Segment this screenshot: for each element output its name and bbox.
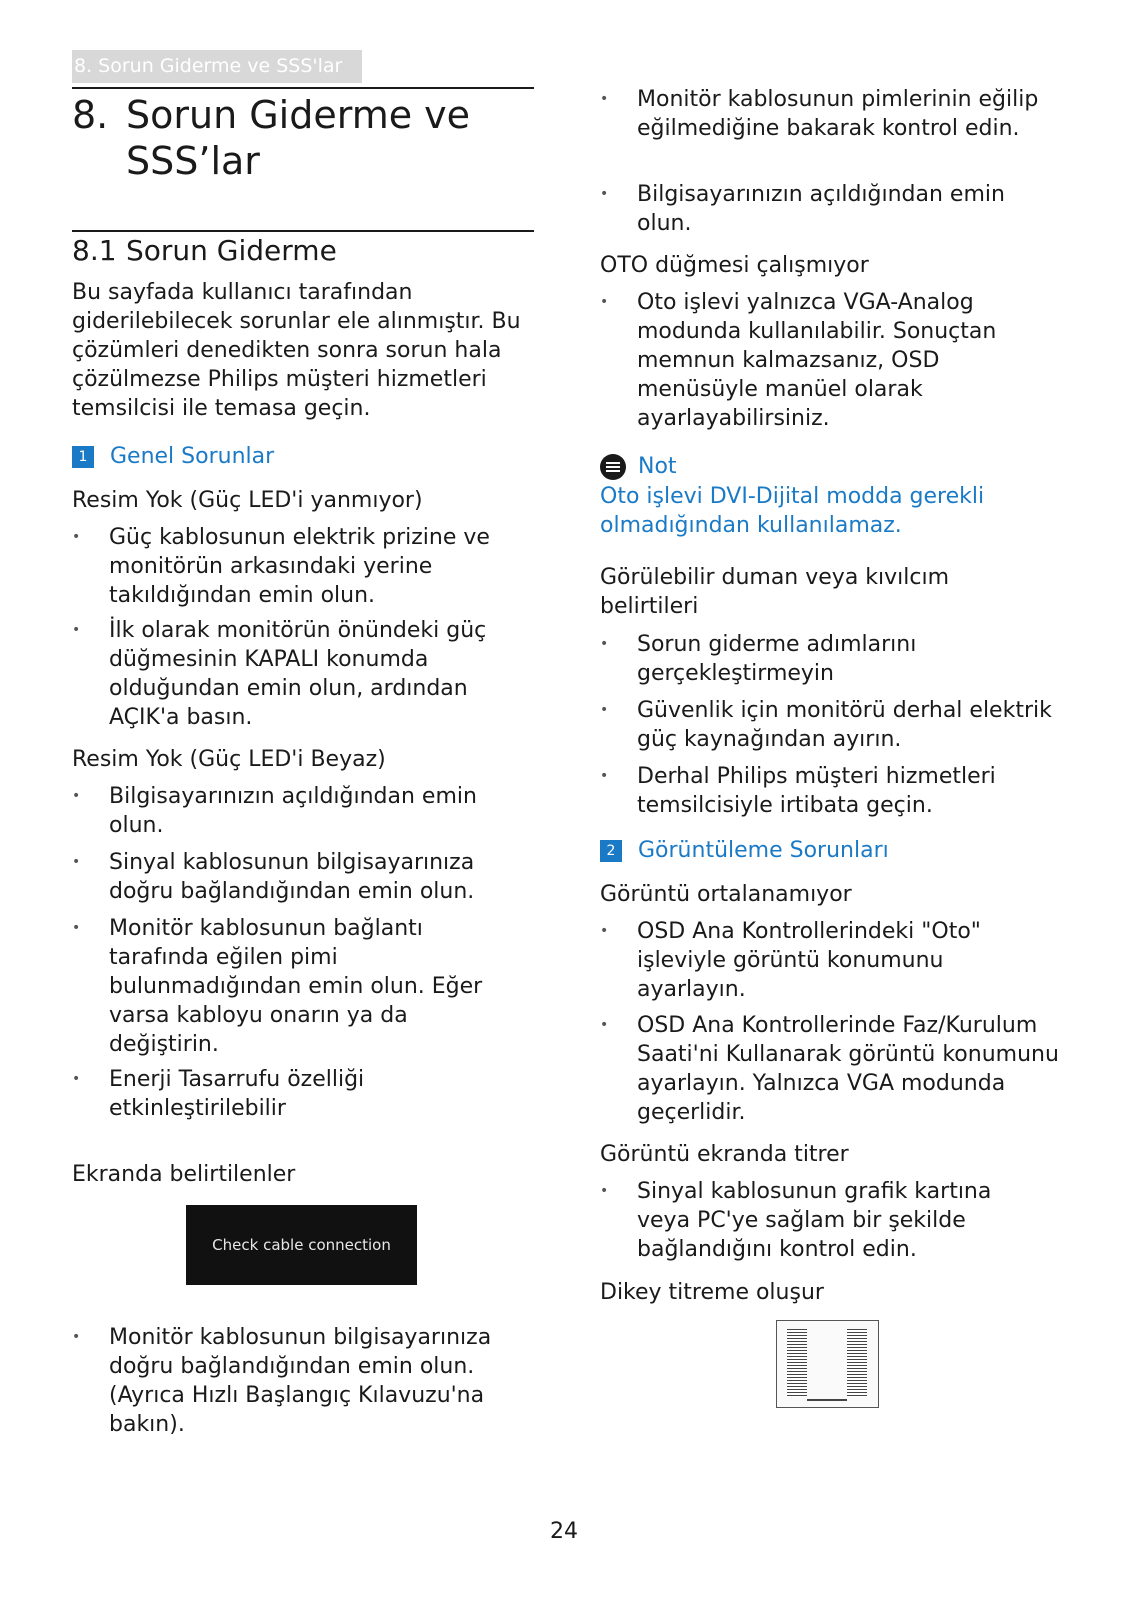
- page-number: 24: [550, 1519, 578, 1544]
- chapter-number: 8.: [72, 93, 109, 137]
- bullet-icon: •: [72, 920, 81, 936]
- bullet-icon: •: [72, 1071, 81, 1087]
- list-item: • Sinyal kablosunun grafik kartına veya PC'ye sağlam bir şekilde bağlandığını kontrol edin.: [600, 1179, 992, 1262]
- list-item: • İlk olarak monitörün önündeki güç düğmesinin KAPALI konumda olduğundan emin olun, ardından AÇIK'a basın.: [72, 618, 487, 730]
- section-title: [72, 234, 534, 268]
- image-problems-heading: [600, 836, 889, 865]
- bullet-icon: •: [72, 1329, 81, 1345]
- list-item: • Monitör kablosunun bilgisayarınıza doğru bağlandığından emin olun. (Ayrıca Hızlı Başlangıç Kılavuzu'na bakın).: [72, 1325, 492, 1437]
- bullet-icon: •: [600, 91, 609, 107]
- osd-message-screen: Check cable connection: [186, 1205, 417, 1285]
- bullet-icon: •: [72, 788, 81, 804]
- bullet-icon: •: [72, 529, 81, 545]
- heading-vertical-flicker: Dikey titreme oluşur: [600, 1280, 824, 1305]
- note-label: Not: [638, 454, 677, 479]
- note-icon: [600, 454, 626, 480]
- list-item: • Oto işlevi yalnızca VGA-Analog modunda kullanılabilir. Sonuçtan memnun kalmazsanız, OSD menüsüyle manüel olarak ayarlayabilirsiniz.: [600, 290, 997, 431]
- note-text: Oto işlevi DVI-Dijital modda gerekli olmadığından kullanılamaz.: [600, 484, 985, 538]
- bullet-icon: •: [72, 854, 81, 870]
- heading-not-centered: Görüntü ortalanamıyor: [600, 882, 852, 907]
- heading-no-picture-led-white: Resim Yok (Güç LED'i Beyaz): [72, 747, 386, 772]
- vertical-flicker-illustration: [776, 1320, 879, 1408]
- chapter-title-line-1: Sorun Giderme ve: [126, 93, 471, 137]
- section-title-text: Sorun Giderme: [126, 234, 337, 267]
- list-item: • OSD Ana Kontrollerinde Faz/Kurulum Saati'ni Kullanarak görüntü konumunu ayarlayın. Yalnızca VGA modunda geçerlidir.: [600, 1013, 1059, 1125]
- chapter-title: [72, 92, 534, 184]
- heading-smoke: Görülebilir duman veya kıvılcım belirtileri: [600, 565, 950, 619]
- list-item: • Monitör kablosunun pimlerinin eğilip eğilmediğine bakarak kontrol edin.: [600, 87, 1039, 141]
- bullet-icon: •: [600, 186, 609, 202]
- section-badge-1: 1: [72, 446, 94, 468]
- section-number: 8.1: [72, 234, 117, 267]
- bullet-icon: •: [600, 768, 609, 784]
- bullet-icon: •: [600, 294, 609, 310]
- list-item: • Monitör kablosunun bağlantı tarafında eğilen pimi bulunmadığından emin olun. Eğer varsa kabloyu onarın ya da değiştirin.: [72, 916, 483, 1057]
- list-item: • Güç kablosunun elektrik prizine ve monitörün arkasındaki yerine takıldığından emin olun.: [72, 525, 490, 608]
- running-head: 8. Sorun Giderme ve SSS'lar: [72, 50, 362, 83]
- list-item: • Derhal Philips müşteri hizmetleri temsilcisiyle irtibata geçin.: [600, 764, 996, 818]
- chapter-title-line-2: SSS’lar: [126, 139, 260, 183]
- bullet-icon: •: [600, 1017, 609, 1033]
- bullet-icon: •: [600, 923, 609, 939]
- intro-paragraph: Bu sayfada kullanıcı tarafından giderilebilecek sorunlar ele alınmıştır. Bu çözümleri denedikten sonra sorun hala çözülmezse Philips müşteri hizmetleri temsilcisi ile temasa geçin.: [72, 280, 521, 421]
- bullet-icon: •: [600, 636, 609, 652]
- bullet-icon: •: [600, 1183, 609, 1199]
- bullet-icon: •: [600, 702, 609, 718]
- list-item: • Enerji Tasarrufu özelliği etkinleştirilebilir: [72, 1067, 365, 1121]
- list-item: • Güvenlik için monitörü derhal elektrik güç kaynağından ayırın.: [600, 698, 1052, 752]
- list-item: • OSD Ana Kontrollerindeki "Oto" işleviyle görüntü konumunu ayarlayın.: [600, 919, 981, 1002]
- section-badge-2: 2: [600, 840, 622, 862]
- heading-on-screen: Ekranda belirtilenler: [72, 1162, 296, 1187]
- image-problems-title: Görüntüleme Sorunları: [638, 838, 889, 863]
- bullet-icon: •: [72, 622, 81, 638]
- heading-vibrates: Görüntü ekranda titrer: [600, 1142, 849, 1167]
- list-item: • Sinyal kablosunun bilgisayarınıza doğru bağlandığından emin olun.: [72, 850, 475, 904]
- list-item: • Sorun giderme adımlarını gerçekleştirmeyin: [600, 632, 917, 686]
- list-item: • Bilgisayarınızın açıldığından emin olun.: [72, 784, 477, 838]
- list-item: • Bilgisayarınızın açıldığından emin olun.: [600, 182, 1005, 236]
- chapter-rule: [72, 87, 534, 89]
- general-problems-title: Genel Sorunlar: [110, 444, 275, 469]
- heading-auto-button: OTO düğmesi çalışmıyor: [600, 253, 869, 278]
- section-rule: [72, 230, 534, 232]
- heading-no-picture-led-off: Resim Yok (Güç LED'i yanmıyor): [72, 488, 423, 513]
- general-problems-heading: [72, 442, 274, 471]
